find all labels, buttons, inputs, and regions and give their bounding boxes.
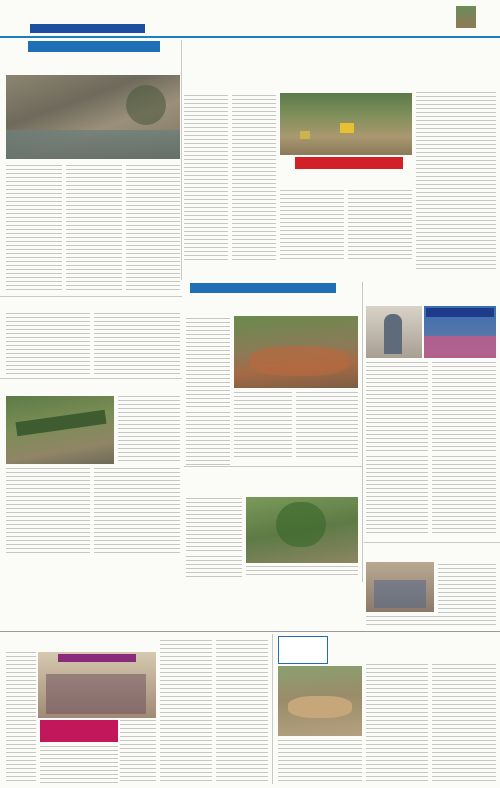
story-legal-photo-2 xyxy=(424,306,496,358)
story-sand-subhead-1 xyxy=(295,157,403,169)
story-contractor-kicker xyxy=(190,283,336,293)
legal-camp-banner xyxy=(426,308,494,317)
story-roads-kicker-box xyxy=(278,636,328,664)
story-headmaster-photo xyxy=(246,497,358,563)
bottom-left-sign xyxy=(40,720,118,742)
story-contractor-photo xyxy=(234,316,358,388)
story-tree-photo xyxy=(6,396,114,464)
story-sand-subhead-2 xyxy=(280,172,412,184)
story-underpass-kicker xyxy=(28,41,160,52)
story-sand-photo xyxy=(280,93,412,155)
masthead-teaser-photo xyxy=(456,6,476,28)
story-bottom-left-photo xyxy=(38,652,156,718)
story-samvidhan-photo xyxy=(366,562,434,612)
bottom-left-photo-banner xyxy=(58,654,136,662)
masthead xyxy=(0,0,500,36)
story-legal-photo-1 xyxy=(366,306,422,358)
story-underpass-photo xyxy=(6,75,180,159)
story-roads-photo xyxy=(278,666,362,736)
date-line xyxy=(30,24,145,33)
